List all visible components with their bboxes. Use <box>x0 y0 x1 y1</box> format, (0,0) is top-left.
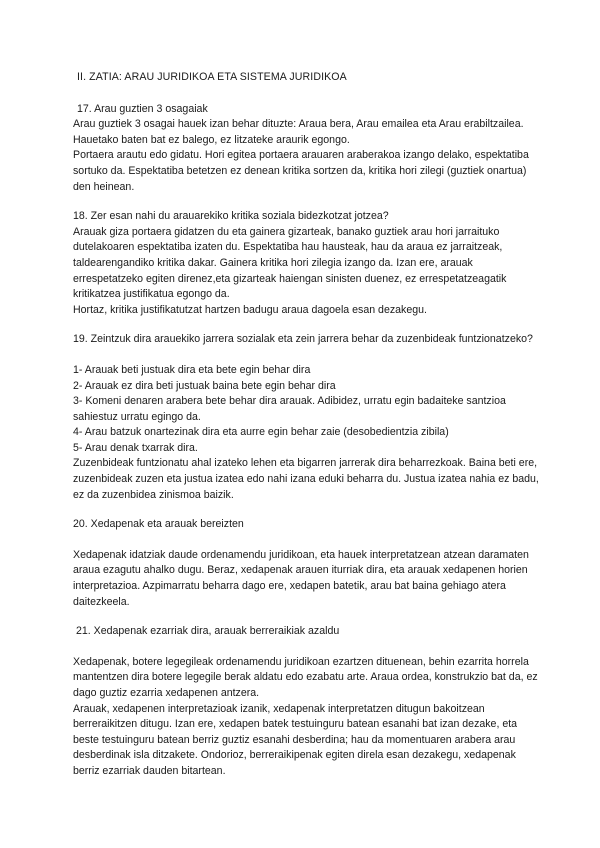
document-title: II. ZATIA: ARAU JURIDIKOA ETA SISTEMA JURIDIKOA <box>77 71 347 83</box>
list-item: 5- Arau denak txarrak dira. <box>73 441 198 454</box>
paragraph: Arauak giza portaera gidatzen du eta gainera gizarteak, banako guztiek arau hori jarraituko dutelakoaren espektatiba izaten du. Espektatiba hau hausteak, hau da araua ez jarraitzeak, taldearengandiko kritika dakar. Gainera kritika hori zilegia izango da. Izan ere, arauak errespetatzeko egiten direnez,eta gizarteak haiengan sinisten duenez, ez errespetatzeagatik kritikatzea justifikatua egongo da. <box>73 225 507 301</box>
section-heading: 19. Zeintzuk dira arauekiko jarrera sozialak eta zein jarrera behar da zuzenbideak funtzionatzeko? <box>73 333 533 346</box>
paragraph: Arau guztiek 3 osagai hauek izan behar dituzte: Araua bera, Arau emailea eta Arau erabiltzailea. Hauetako baten bat ez balego, ez litzateke araurik egongo. <box>73 118 524 146</box>
list-item: 2- Arauak ez dira beti justuak baina bete egin behar dira <box>73 379 336 392</box>
paragraph: Xedapenak idatziak daude ordenamendu juridikoan, eta hauek interpretatzean atzean daramaten araua ezagutu ahalko dugu. Beraz, xedapenak arauen iturriak dira, eta arauak xedapenen horien interpretazioa. Azpimarratu beharra dago ere, xedapen batetik, arau bat baina gehiago atera daitezkeela. <box>73 548 529 608</box>
section-18 <box>73 209 543 318</box>
list-item: 4- Arau batzuk onartezinak dira eta aurre egin behar zaie (desobedientzia zibila) <box>73 426 449 439</box>
section-19 <box>73 332 543 503</box>
paragraph: Hortaz, kritika justifikatutzat hartzen badugu araua dagoela esan dezakegu. <box>73 303 427 316</box>
document-page <box>73 70 543 794</box>
section-21 <box>73 624 543 779</box>
section-heading: 20. Xedapenak eta arauak bereizten <box>73 518 244 531</box>
section-17 <box>73 102 543 196</box>
list-item: 1- Arauak beti justuak dira eta bete egin behar dira <box>73 363 311 376</box>
section-heading: 21. Xedapenak ezarriak dira, arauak berreraikiak azaldu <box>76 625 340 638</box>
paragraph: Arauak, xedapenen interpretazioak izanik, xedapenak interpretatzen ditugun bakoitzean berreraikitzen ditugu. Izan ere, xedapen batek testuinguru batean esanahi bat izan dezake, eta beste testuinguru batean berriz guztiz esanahi desberdina; hau da momentuaren arabera arau desberdinak isla ditzakete. Ondorioz, berreraikipenak egiten direla esan dezakegu, xedapenak berriz ezarriak dauden bitartean. <box>73 702 518 777</box>
section-heading: 17. Arau guztien 3 osagaiak <box>77 102 208 115</box>
paragraph: Zuzenbideak funtzionatu ahal izateko lehen eta bigarren jarrerak dira beharrezkoak. Baina beti ere, zuzenbideak zuzen eta justua izatea edo nahi izana eduki beharra du. Justua izatea nahia ez badu, ez da zuzenbidea zinismoa baizik. <box>73 457 539 501</box>
section-heading: 18. Zer esan nahi du arauarekiko kritika soziala bidezkotzat jotzea? <box>73 210 389 223</box>
section-20 <box>73 517 543 610</box>
paragraph: Portaera arautu edo gidatu. Hori egitea portaera arauaren araberakoa izango delako, espektatiba sortuko da. Espektatiba betetzen ez denean kritika sortzen da, kritika hori zilegi (guztiek onartua) den heinean. <box>73 149 529 193</box>
list-item: 3- Komeni denaren arabera bete behar dira arauak. Adibidez, urratu egin badaiteke santzioa sahiestuz urratu egingo da. <box>73 395 506 423</box>
paragraph: Xedapenak, botere legegileak ordenamendu juridikoan ezartzen dituenean, behin ezarrita horrela mantentzen dira botere legegile berak aldatu edo ezabatu arte. Araua ordea, konstrukzio bat da, ez dago guztiz ezarria xedapenen antzera. <box>73 655 538 699</box>
